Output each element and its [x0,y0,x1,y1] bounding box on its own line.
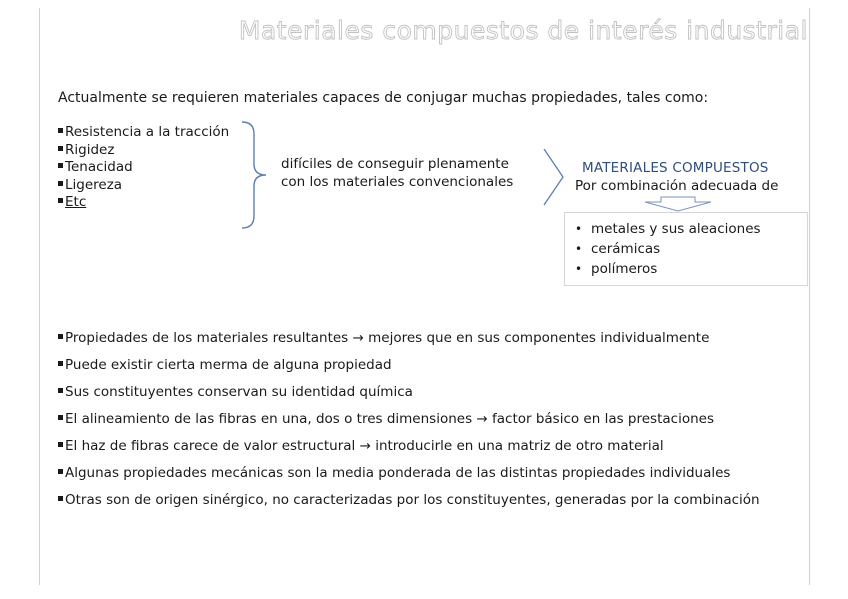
square-bullet-icon [58,198,63,203]
square-bullet-icon [58,388,63,393]
property-item: Etc [58,194,229,212]
bullet-item: Algunas propiedades mecánicas son la media ponderada de las distintas propiedades individuales [58,464,798,482]
property-item: Ligereza [58,177,229,195]
component-item: • polímeros [575,261,658,277]
bullet-item: Puede existir cierta merma de alguna propiedad [58,356,798,374]
property-item: Rigidez [58,142,229,160]
square-bullet-icon [58,181,63,186]
component-item: • metales y sus aleaciones [575,221,761,237]
chevron-right-icon [543,148,565,206]
components-box [564,212,808,286]
property-list [58,124,229,212]
right-brace-icon [240,120,272,230]
square-bullet-icon [58,442,63,447]
intro-text: Actualmente se requieren materiales capaces de conjugar muchas propiedades, tales como: [58,90,709,106]
square-bullet-icon [58,415,63,420]
square-bullet-icon [58,128,63,133]
bullet-item: Otras son de origen sinérgico, no caracterizadas por los constituyentes, generadas por la combinación [58,491,798,509]
difficulty-line: con los materiales convencionales [281,174,514,190]
bullet-item: Sus constituyentes conservan su identidad química [58,383,798,401]
square-bullet-icon [58,469,63,474]
square-bullet-icon [58,146,63,151]
down-arrow-icon [643,196,713,212]
bullet-list [58,329,798,509]
slide-title: Materiales compuestos de interés industrial [238,16,808,45]
property-item: Resistencia a la tracción [58,124,229,142]
component-item: • cerámicas [575,241,661,257]
square-bullet-icon [58,163,63,168]
bullet-item: El haz de fibras carece de valor estructural → introducirle en una matriz de otro material [58,437,798,455]
square-bullet-icon [58,334,63,339]
square-bullet-icon [58,361,63,366]
slide-right-border [809,8,810,585]
property-item: Tenacidad [58,159,229,177]
square-bullet-icon [58,496,63,501]
slide-left-border [39,8,40,585]
difficulty-text [281,155,513,191]
bullet-item: El alineamiento de las fibras en una, dos o tres dimensiones → factor básico en las prestaciones [58,410,798,428]
composite-materials-subtitle: Por combinación adecuada de [575,178,779,194]
difficulty-line: difíciles de conseguir plenamente [281,156,509,172]
bullet-item: Propiedades de los materiales resultantes → mejores que en sus componentes individualmente [58,329,798,347]
composite-materials-heading: MATERIALES COMPUESTOS [582,160,769,176]
